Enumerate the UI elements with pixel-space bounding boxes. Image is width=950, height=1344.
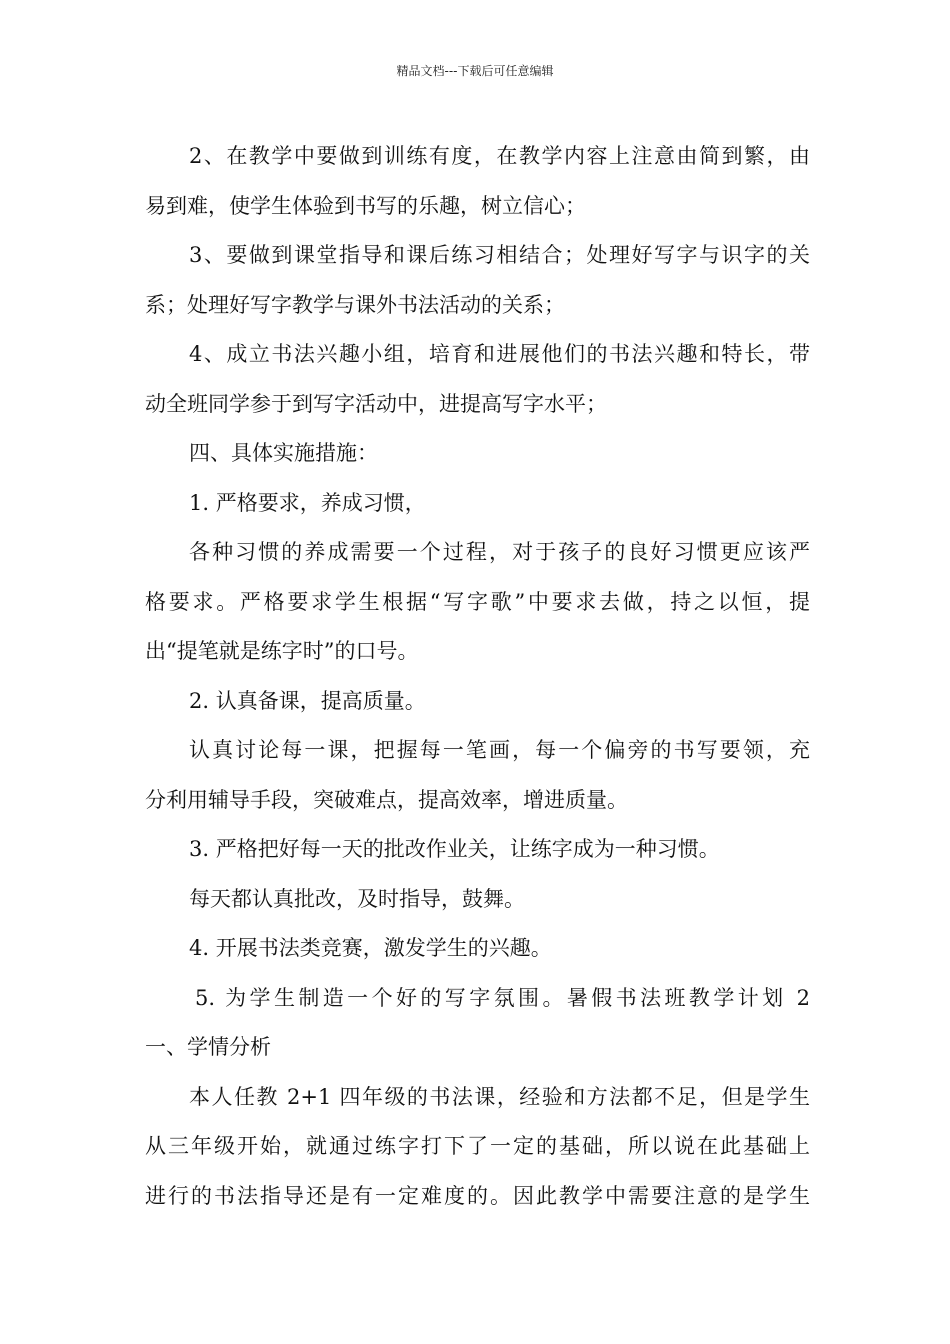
paragraph-line: 易到难，使学生体验到书写的乐趣，树立信心； bbox=[145, 193, 586, 218]
section-heading: 一、学情分析 bbox=[145, 1035, 271, 1059]
paragraph-line: 从三年级开始，就通过练字打下了一定的基础，所以说在此基础上 bbox=[145, 1134, 810, 1158]
list-item-heading: 5. 为学生制造一个好的写字氛围。暑假书法班教学计划 2 bbox=[195, 985, 810, 1010]
list-item-heading: 3. 严格把好每一天的批改作业关，让练字成为一种习惯。 bbox=[189, 837, 720, 861]
section-heading: 四、具体实施措施： bbox=[189, 441, 378, 465]
list-item-heading: 1. 严格要求，养成习惯， bbox=[189, 490, 426, 515]
list-item-heading: 2. 认真备课，提高质量。 bbox=[189, 688, 426, 713]
paragraph-line: 每天都认真批改，及时指导，鼓舞。 bbox=[189, 886, 525, 911]
paragraph-line: 系；处理好写字教学与课外书法活动的关系； bbox=[145, 292, 565, 317]
paragraph-line: 2、在教学中要做到训练有度，在教学内容上注意由简到繁，由 bbox=[189, 144, 810, 168]
paragraph-line: 格要求。严格要求学生根据“写字歌”中要求去做，持之以恒，提 bbox=[145, 589, 810, 614]
paragraph-line: 动全班同学参于到写字活动中，进提高写字水平； bbox=[145, 391, 607, 416]
paragraph-line: 3、要做到课堂指导和课后练习相结合；处理好写字与识字的关 bbox=[189, 243, 810, 267]
paragraph-line: 4、成立书法兴趣小组，培育和进展他们的书法兴趣和特长，带 bbox=[189, 342, 810, 366]
paragraph-line: 进行的书法指导还是有一定难度的。因此教学中需要注意的是学生 bbox=[145, 1183, 810, 1208]
list-item-heading: 4. 开展书法类竞赛，激发学生的兴趣。 bbox=[189, 936, 552, 960]
page-header: 精品文档---下载后可任意编辑 bbox=[396, 64, 554, 78]
document-body bbox=[145, 132, 810, 1221]
paragraph-line: 出“提笔就是练字时”的口号。 bbox=[145, 639, 419, 663]
paragraph-line: 认真讨论每一课，把握每一笔画，每一个偏旁的书写要领，充 bbox=[189, 738, 810, 762]
paragraph-line: 各种习惯的养成需要一个过程，对于孩子的良好习惯更应该严 bbox=[189, 540, 810, 564]
paragraph-line: 分利用辅导手段，突破难点，提高效率，增进质量。 bbox=[145, 787, 628, 812]
paragraph-line: 本人任教 2+1 四年级的书法课，经验和方法都不足，但是学生 bbox=[189, 1084, 810, 1109]
